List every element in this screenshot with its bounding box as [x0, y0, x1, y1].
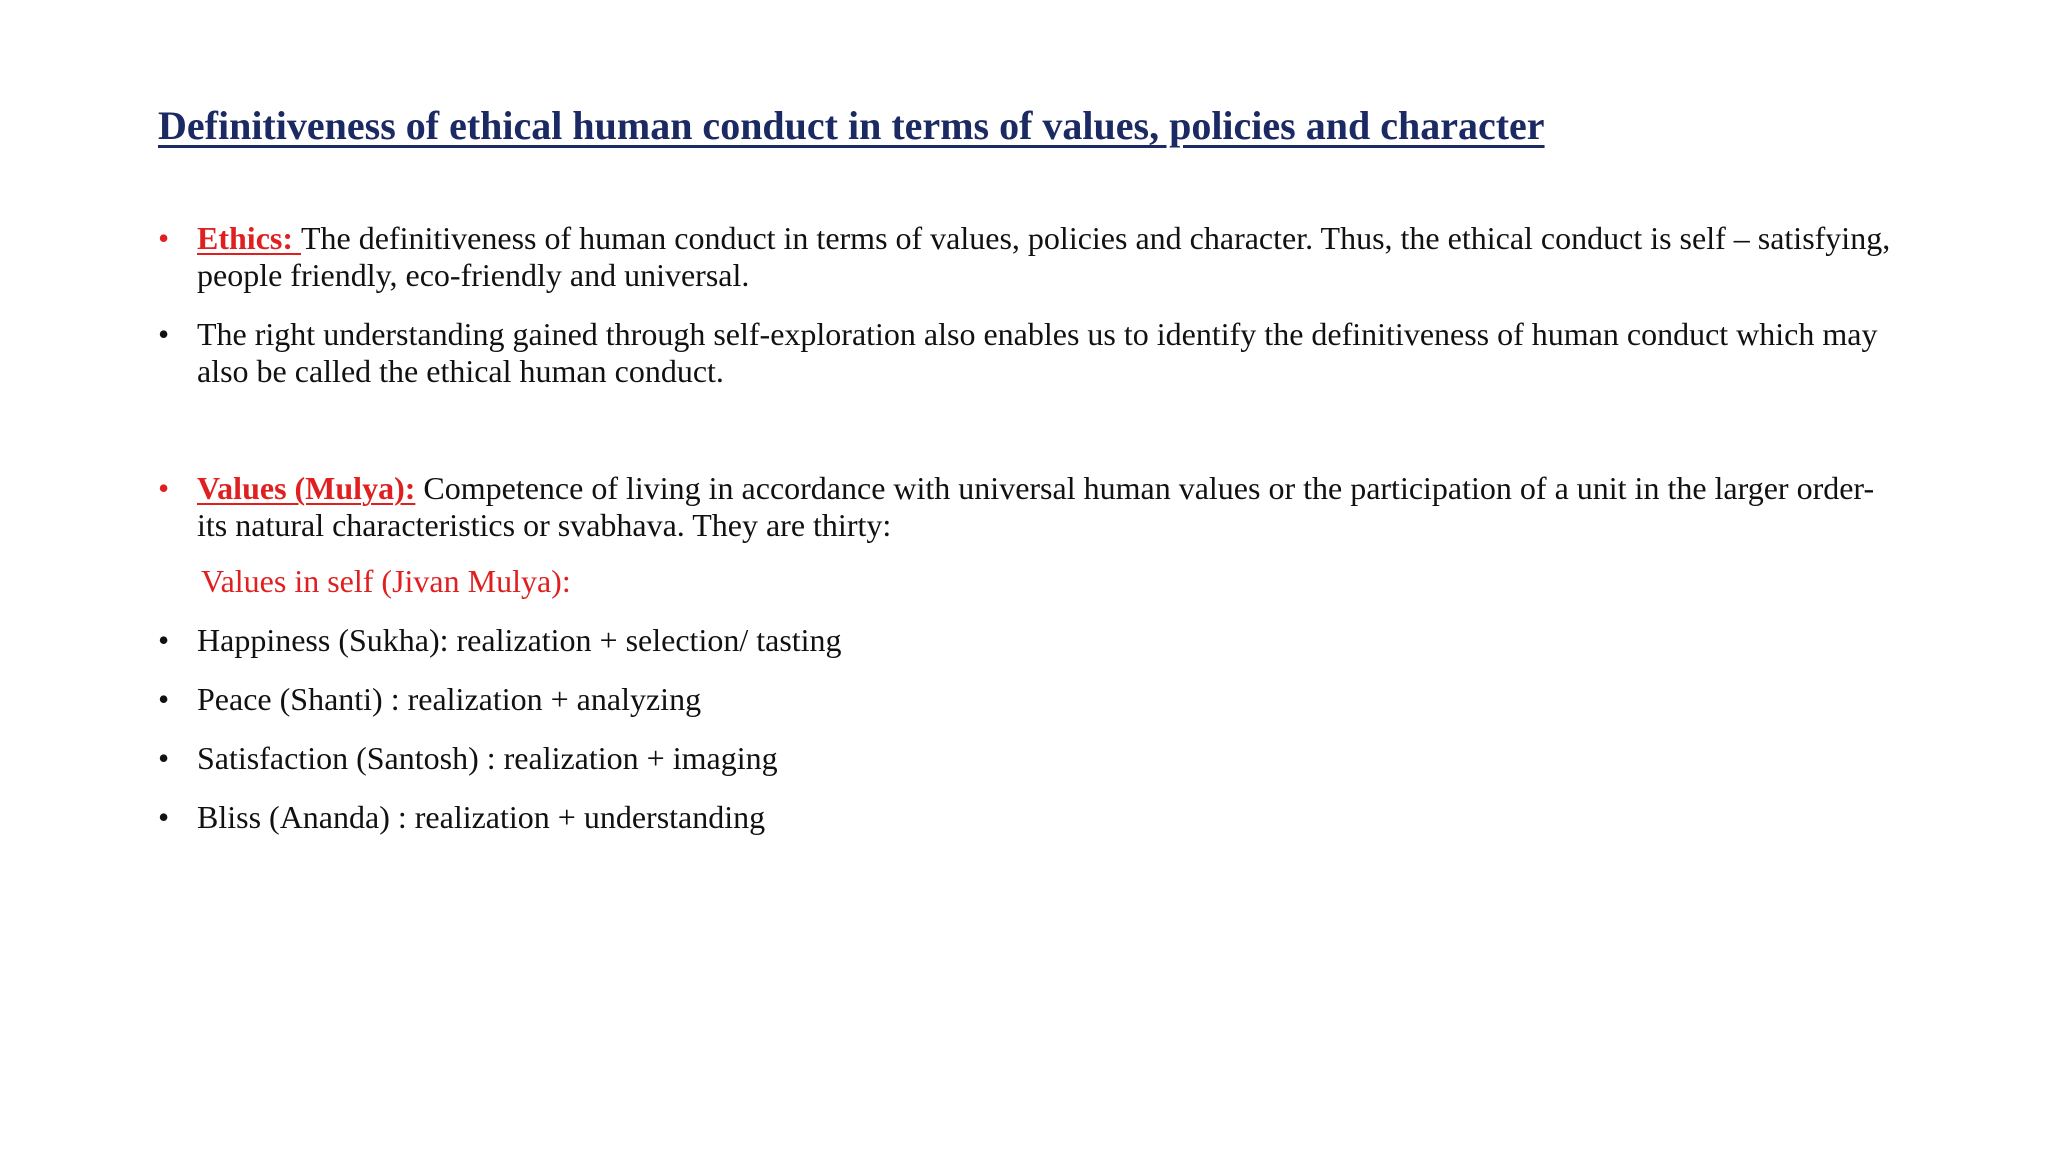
bullet-icon: •	[158, 220, 170, 256]
values-in-self-subheading: Values in self (Jivan Mulya):	[201, 563, 571, 599]
ethics-label: Ethics:	[197, 220, 301, 256]
right-understanding-text: The right understanding gained through self-exploration also enables us to identify the definitiveness of human conduct which may also be called the ethical human conduct.	[197, 316, 1878, 389]
list-item	[158, 681, 1898, 718]
value-satisfaction: Satisfaction (Santosh) : realization + imaging	[197, 740, 778, 776]
bullet-icon: •	[158, 681, 170, 717]
value-happiness: Happiness (Sukha): realization + selection/ tasting	[197, 622, 842, 658]
ethics-text: The definitiveness of human conduct in terms of values, policies and character. Thus, the ethical conduct is self – satisfying, people friendly, eco-friendly and universal.	[197, 220, 1891, 293]
bullet-icon: •	[158, 470, 170, 506]
slide-title: Definitiveness of ethical human conduct in terms of values, policies and character	[158, 103, 1545, 148]
values-label: Values (Mulya):	[197, 470, 416, 506]
bullet-icon: •	[158, 799, 170, 835]
list-item	[158, 799, 1898, 836]
value-peace: Peace (Shanti) : realization + analyzing	[197, 681, 702, 717]
list-item	[158, 622, 1898, 659]
slide-content	[158, 220, 1898, 836]
right-understanding-bullet-item	[158, 316, 1898, 390]
ethics-bullet-item	[158, 220, 1898, 294]
bullet-icon: •	[158, 740, 170, 776]
list-item	[158, 740, 1898, 777]
bullet-icon: •	[158, 622, 170, 658]
value-bliss: Bliss (Ananda) : realization + understanding	[197, 799, 766, 835]
values-bullet-item	[158, 470, 1898, 544]
values-text: Competence of living in accordance with universal human values or the participation of a unit in the larger order- its natural characteristics or svabhava. They are thirty:	[197, 470, 1875, 543]
bullet-icon: •	[158, 316, 170, 352]
